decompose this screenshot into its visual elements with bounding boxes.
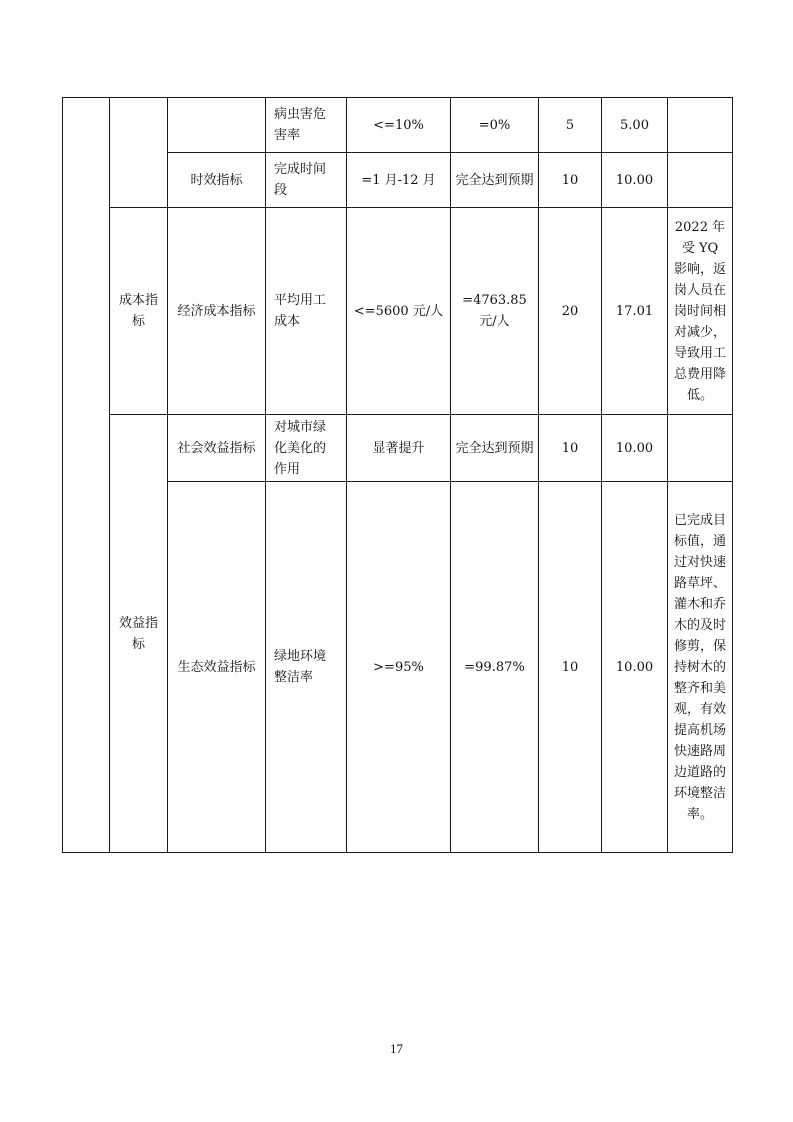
target-value-cell: <=5600 元/人 <box>347 208 451 415</box>
primary-indicator-cell: 成本指标 <box>110 208 168 415</box>
target-value-cell: 显著提升 <box>347 415 451 482</box>
table-row <box>63 415 733 482</box>
score-cell: 17.01 <box>602 208 668 415</box>
actual-value-cell: =99.87% <box>451 482 539 853</box>
weight-cell: 20 <box>539 208 602 415</box>
secondary-indicator-cell: 生态效益指标 <box>168 482 266 853</box>
primary-indicator-cell <box>110 98 168 208</box>
table-row <box>63 98 733 153</box>
note-cell <box>668 153 733 208</box>
secondary-indicator-cell: 经济成本指标 <box>168 208 266 415</box>
secondary-indicator-cell <box>168 98 266 153</box>
table-row <box>63 208 733 415</box>
actual-value-cell: 完全达到预期 <box>451 153 539 208</box>
weight-cell: 10 <box>539 482 602 853</box>
weight-cell: 10 <box>539 415 602 482</box>
page-number: 17 <box>390 1041 403 1056</box>
actual-value-cell: =0% <box>451 98 539 153</box>
tertiary-indicator-cell: 病虫害危害率 <box>266 98 347 153</box>
tertiary-indicator-cell: 绿地环境整洁率 <box>266 482 347 853</box>
score-cell: 10.00 <box>602 153 668 208</box>
actual-value-cell: 完全达到预期 <box>451 415 539 482</box>
target-value-cell: =1 月-12 月 <box>347 153 451 208</box>
tertiary-indicator-cell: 平均用工成本 <box>266 208 347 415</box>
primary-indicator-cell: 效益指标 <box>110 415 168 853</box>
secondary-indicator-cell: 时效指标 <box>168 153 266 208</box>
first-level-indicator-cell <box>63 98 110 853</box>
tertiary-indicator-cell: 完成时间段 <box>266 153 347 208</box>
performance-indicator-table <box>62 97 733 853</box>
note-cell <box>668 415 733 482</box>
weight-cell: 5 <box>539 98 602 153</box>
secondary-indicator-cell: 社会效益指标 <box>168 415 266 482</box>
score-cell: 10.00 <box>602 415 668 482</box>
score-cell: 10.00 <box>602 482 668 853</box>
weight-cell: 10 <box>539 153 602 208</box>
target-value-cell: >=95% <box>347 482 451 853</box>
note-cell: 2022 年受 YQ 影响，返岗人员在岗时间相对减少，导致用工总费用降低。 <box>668 208 733 415</box>
tertiary-indicator-cell: 对城市绿化美化的作用 <box>266 415 347 482</box>
score-cell: 5.00 <box>602 98 668 153</box>
note-cell <box>668 98 733 153</box>
actual-value-cell: =4763.85 元/人 <box>451 208 539 415</box>
target-value-cell: <=10% <box>347 98 451 153</box>
note-cell: 已完成目标值，通过对快速路草坪、灌木和乔木的及时修剪，保持树木的整齐和美观，有效提高机场快速路周边道路的环境整洁率。 <box>668 482 733 853</box>
